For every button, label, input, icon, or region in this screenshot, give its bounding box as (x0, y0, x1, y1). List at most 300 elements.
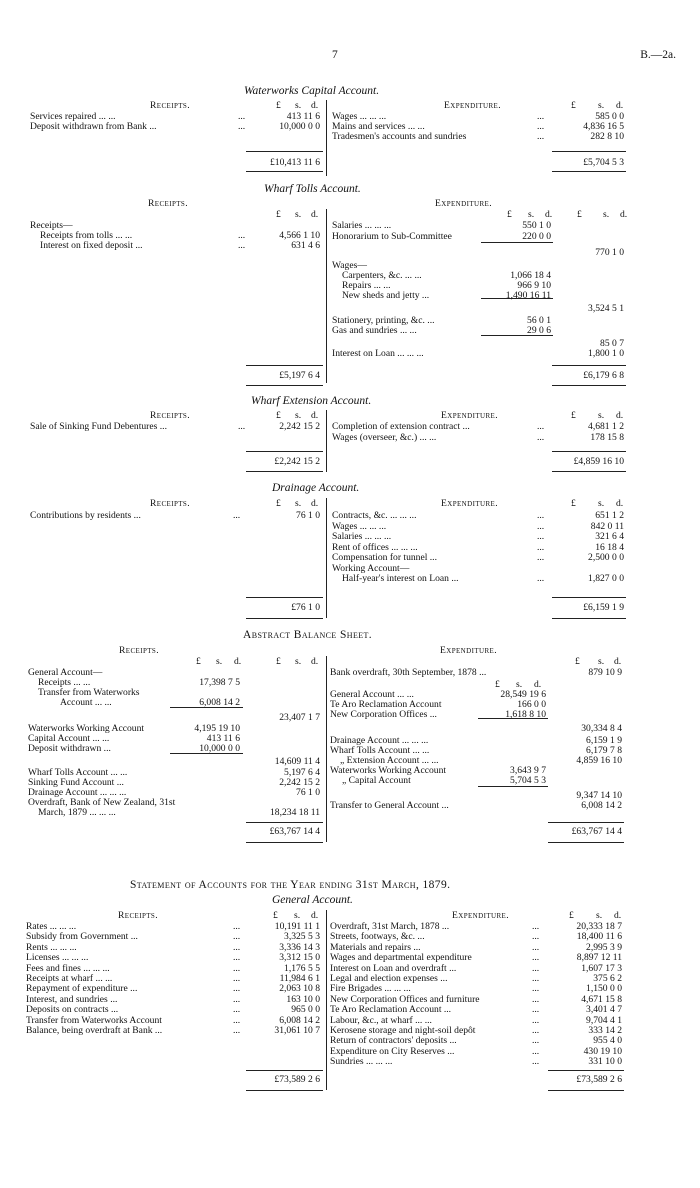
text: ... (233, 962, 241, 974)
amount: 1,827 0 0 (588, 573, 624, 584)
rule (481, 242, 553, 243)
rule (246, 151, 323, 152)
expenditure-heading: Expenditure. (452, 910, 510, 921)
receipt-label: Receipts from tolls ... ... (40, 230, 133, 241)
expenditure-label: Drainage Account ... ... ... (330, 735, 429, 746)
text: ... (233, 952, 241, 964)
text: £ (276, 209, 281, 220)
receipt-label: Services repaired ... ... (30, 111, 116, 122)
receipt-label: Rates ... ... ... (26, 921, 77, 932)
amount: 5,704 5 3 (510, 775, 546, 786)
text: ... (537, 432, 545, 443)
text: d. (311, 100, 319, 111)
amount: 842 0 11 (590, 520, 624, 532)
amount: 1,150 0 0 (586, 983, 622, 995)
rule (246, 171, 323, 172)
expenditure-label: Expenditure on City Reserves ... (330, 1045, 455, 1057)
amount: 10,000 0 0 (199, 743, 240, 754)
text: ... (238, 121, 246, 132)
text: ... (233, 1014, 241, 1026)
amount: 8,897 12 11 (576, 952, 622, 964)
amount: 2,242 15 2 (279, 421, 320, 432)
expenditure-label: Fire Brigades ... ... ... (330, 983, 411, 995)
receipt-label: Balance, being overdraft at Bank ... (26, 1025, 163, 1036)
text: s. (295, 410, 302, 421)
column-divider (326, 656, 327, 842)
rule (552, 597, 626, 598)
amount: 6,008 14 2 (581, 800, 622, 811)
expenditure-total: £63,767 14 4 (571, 826, 622, 837)
text: d. (616, 410, 624, 421)
expenditure-label: Kerosene storage and night-soil depôt (330, 1025, 476, 1036)
amount: 4,195 19 10 (194, 723, 240, 734)
text: £ (571, 410, 576, 421)
text: ... (532, 983, 540, 995)
rule (548, 842, 624, 843)
text: ... (537, 421, 545, 432)
expenditure-label: Interest on Loan ... ... ... (332, 348, 424, 359)
section-title: Abstract Balance Sheet. (243, 629, 373, 641)
amount: 6,159 1 9 (586, 735, 622, 746)
text: ... (532, 962, 540, 974)
expenditure-label: Salaries ... ... ... (332, 531, 392, 542)
expenditure-label: „ Capital Account (342, 775, 411, 786)
text: ... (537, 131, 545, 142)
amount: 3,401 4 7 (586, 1004, 622, 1016)
text: s. (598, 100, 605, 111)
amount: 321 6 4 (595, 531, 624, 542)
expenditure-heading: Expenditure. (440, 645, 498, 656)
receipt-label: Contributions by residents ... (30, 510, 141, 521)
rule (246, 618, 323, 619)
amount: 879 10 9 (588, 667, 622, 678)
expenditure-label: Mains and services ... ... (332, 121, 425, 132)
amount: 20,333 18 7 (576, 921, 622, 932)
receipt-label: Receipts— (30, 220, 73, 231)
text: d. (616, 100, 624, 111)
expenditure-total: £73,589 2 6 (576, 1074, 622, 1085)
amount: 4,671 15 8 (581, 993, 622, 1005)
amount: 76 1 0 (296, 510, 320, 521)
rule (552, 385, 626, 386)
receipt-label: Sale of Sinking Fund Debentures ... (30, 421, 167, 432)
text: s. (596, 910, 603, 921)
text: £ (571, 498, 576, 509)
amount: 1,490 16 11 (505, 290, 551, 301)
text: s. (598, 498, 605, 509)
text: d. (311, 910, 319, 921)
expenditure-label: Tradesmen's accounts and sundries (332, 131, 467, 142)
text: ... (537, 121, 545, 132)
rule (481, 298, 553, 299)
text: £ (273, 910, 278, 921)
receipt-label: Fees and fines ... ... ... (26, 962, 110, 974)
receipt-label: Receipts ... ... (38, 677, 91, 688)
expenditure-label: „ Extension Account ... ... (340, 755, 439, 766)
rule (246, 451, 323, 452)
amount: 4,566 1 10 (279, 230, 320, 241)
text: ... (532, 973, 540, 984)
amount: 375 6 2 (593, 973, 622, 984)
text: s. (295, 656, 302, 667)
rule (548, 1070, 624, 1071)
amount: 631 4 6 (291, 240, 320, 251)
text: ... (233, 510, 241, 521)
section-title: Waterworks Capital Account. (244, 85, 380, 97)
text: ... (537, 541, 545, 553)
text: £ (276, 498, 281, 509)
column-divider (326, 498, 327, 618)
amount: 18,400 11 6 (576, 931, 622, 943)
text: ... (233, 993, 241, 1005)
text: ... (537, 573, 545, 584)
rule (246, 1090, 323, 1091)
expenditure-heading: Expenditure. (435, 198, 493, 209)
amount: 30,334 8 4 (581, 723, 622, 734)
amount: 1,176 5 5 (284, 962, 320, 974)
amount: 4,859 16 10 (576, 755, 622, 766)
rule (552, 151, 626, 152)
amount: 2,063 10 8 (279, 983, 320, 995)
rule (552, 451, 626, 452)
receipt-label: Capital Account ... ... (28, 733, 110, 744)
expenditure-label: Wages— (332, 260, 367, 271)
text: £ (196, 656, 201, 667)
text: s. (295, 209, 302, 220)
amount: 2,500 0 0 (588, 552, 624, 563)
text: d. (620, 209, 628, 220)
receipt-label: Licenses ... ... ... (26, 952, 89, 964)
amount: 4,681 1 2 (588, 421, 624, 432)
amount: 16 18 4 (595, 541, 624, 553)
amount: 6,008 14 2 (279, 1014, 320, 1026)
rule (246, 365, 323, 366)
rule (170, 707, 243, 708)
receipts-heading: Receipts. (150, 100, 191, 111)
rule (478, 718, 548, 719)
expenditure-label: Working Account— (332, 562, 410, 574)
text: ... (532, 1014, 540, 1026)
expenditure-label: Wages ... ... ... (332, 520, 387, 532)
receipts-total: £10,413 11 6 (269, 157, 320, 168)
amount: 1,618 8 10 (505, 709, 546, 720)
amount: 28,549 19 6 (500, 689, 546, 700)
text: ... (233, 973, 241, 984)
receipt-label: Sinking Fund Account ... (28, 777, 124, 788)
receipt-label: Deposits on contracts ... (26, 1004, 119, 1016)
text: d. (311, 656, 319, 667)
text: ... (532, 952, 540, 964)
column-divider (326, 410, 327, 472)
receipts-total: £73,589 2 6 (274, 1074, 320, 1085)
text: ... (537, 531, 545, 542)
amount: 3,325 5 3 (284, 931, 320, 943)
receipt-label: Waterworks Working Account (28, 723, 145, 734)
expenditure-label: Wharf Tolls Account ... ... (330, 745, 430, 756)
expenditure-label: Te Aro Reclamation Account ... (330, 1004, 452, 1016)
section-title: Wharf Tolls Account. (264, 183, 361, 195)
text: ... (532, 1035, 540, 1047)
amount: 331 10 0 (588, 1056, 622, 1068)
text: s. (216, 656, 223, 667)
rule (246, 385, 323, 386)
text: d. (534, 679, 542, 690)
expenditure-heading: Expenditure. (441, 410, 499, 421)
amount: 29 0 6 (527, 325, 551, 336)
text: ... (532, 993, 540, 1005)
rule (170, 753, 243, 754)
receipt-label: Account ... ... (60, 697, 112, 708)
amount: 6,008 14 2 (199, 697, 240, 708)
expenditure-label: New Corporation Offices and furniture (330, 993, 480, 1005)
amount: 163 10 0 (286, 993, 320, 1005)
text: ... (532, 921, 540, 932)
text: £ (495, 679, 500, 690)
text: ... (537, 111, 545, 122)
expenditure-label: Rent of offices ... ... ... (332, 541, 418, 553)
receipts-total: £5,197 6 4 (279, 370, 320, 381)
document-reference: B.—2a. (640, 49, 676, 61)
text: ... (233, 941, 241, 953)
rule (246, 471, 323, 472)
expenditure-label: Interest on Loan and overdraft ... (330, 962, 457, 974)
text: d. (614, 656, 622, 667)
amount: 18,234 18 11 (269, 807, 320, 818)
receipts-total: £2,242 15 2 (274, 456, 320, 467)
text: £ (507, 209, 512, 220)
expenditure-label: Half-year's interest on Loan ... (342, 573, 459, 584)
expenditure-label: Contracts, &c. ... ... ... (332, 510, 417, 521)
rule (552, 618, 626, 619)
receipt-label: Deposit withdrawn from Bank ... (30, 121, 157, 132)
expenditure-label: Sundries ... ... ... (330, 1056, 393, 1068)
column-divider (326, 100, 327, 176)
text: ... (233, 1025, 241, 1036)
expenditure-total: £5,704 5 3 (583, 157, 624, 168)
text: ... (238, 240, 246, 251)
receipts-heading: Receipts. (119, 645, 160, 656)
receipt-label: Drainage Account ... ... ... (28, 787, 127, 798)
receipts-total: £63,767 14 4 (269, 826, 320, 837)
amount: 413 11 6 (206, 733, 240, 744)
amount: 23,407 1 7 (279, 712, 320, 723)
amount: 3,312 15 0 (279, 952, 320, 964)
expenditure-label: New Corporation Offices ... (330, 709, 437, 720)
text: s. (294, 910, 301, 921)
expenditure-label: Compensation for tunnel ... (332, 552, 437, 563)
text: ... (532, 931, 540, 943)
text: s. (528, 209, 535, 220)
amount: 1,800 1 0 (588, 348, 624, 359)
rule (478, 786, 548, 787)
amount: 9,704 4 1 (586, 1014, 622, 1026)
text: d. (311, 410, 319, 421)
rule (552, 471, 626, 472)
text: ... (532, 1056, 540, 1068)
text: d. (545, 209, 553, 220)
rule (548, 1090, 624, 1091)
text: £ (276, 100, 281, 111)
receipts-total: £76 1 0 (291, 602, 320, 613)
amount: 3,524 5 1 (588, 303, 624, 314)
amount: 966 9 10 (517, 280, 551, 291)
amount: 430 19 10 (583, 1045, 622, 1057)
amount: 333 14 2 (588, 1025, 622, 1036)
rule (246, 597, 323, 598)
receipt-label: General Account— (28, 667, 103, 678)
text: s. (598, 656, 605, 667)
section-title: Wharf Extension Account. (251, 395, 372, 407)
amount: 220 0 0 (522, 231, 551, 242)
expenditure-label: Te Aro Reclamation Account (330, 699, 442, 710)
section-title: Drainage Account. (272, 482, 360, 494)
rule (246, 842, 323, 843)
receipt-label: Interest, and sundries ... (26, 993, 118, 1005)
expenditure-label: Bank overdraft, 30th September, 1878 ... (330, 667, 487, 678)
text: £ (276, 410, 281, 421)
amount: 56 0 1 (527, 315, 551, 326)
expenditure-label: Gas and sundries ... ... (332, 325, 417, 336)
text: d. (616, 498, 624, 509)
amount: 1,066 18 4 (510, 270, 551, 281)
text: ... (233, 983, 241, 995)
receipt-label: Overdraft, Bank of New Zealand, 31st (28, 797, 176, 808)
text: £ (569, 910, 574, 921)
text: ... (238, 230, 246, 241)
text: ... (532, 1025, 540, 1036)
receipt-label: Rents ... ... ... (26, 941, 77, 953)
text: s. (295, 100, 302, 111)
text: ... (532, 1004, 540, 1016)
receipts-heading: Receipts. (148, 198, 189, 209)
expenditure-label: Return of contractors' deposits ... (330, 1035, 457, 1047)
expenditure-label: Completion of extension contract ... (332, 421, 470, 432)
amount: 10,000 0 0 (279, 121, 320, 132)
text: d. (234, 656, 242, 667)
text: ... (532, 1045, 540, 1057)
expenditure-label: Waterworks Working Account (330, 765, 447, 776)
text: d. (311, 209, 319, 220)
amount: 770 1 0 (595, 247, 624, 258)
amount: 166 0 0 (517, 699, 546, 710)
expenditure-label: Stationery, printing, &c. ... (332, 315, 435, 326)
expenditure-label: New sheds and jetty ... (342, 290, 430, 301)
amount: 965 0 0 (291, 1004, 320, 1016)
text: d. (311, 498, 319, 509)
amount: 85 0 7 (600, 338, 624, 349)
text: £ (276, 656, 281, 667)
expenditure-label: Carpenters, &c. ... ... (342, 270, 422, 281)
receipt-label: Repayment of expenditure ... (26, 983, 138, 995)
expenditure-label: Overdraft, 31st March, 1878 ... (330, 921, 450, 932)
receipts-heading: Receipts. (150, 498, 191, 509)
text: s. (516, 679, 523, 690)
receipt-label: Subsidy from Government ... (26, 931, 138, 943)
expenditure-label: Wages (overseer, &c.) ... ... (332, 432, 437, 443)
text: ... (537, 520, 545, 532)
expenditure-label: Transfer to General Account ... (330, 800, 449, 811)
text: s. (598, 410, 605, 421)
receipt-label: Wharf Tolls Account ... ... (28, 767, 128, 778)
amount: 282 8 10 (590, 131, 624, 142)
amount: 2,995 3 9 (586, 941, 622, 953)
amount: 651 1 2 (595, 510, 624, 521)
rule (481, 335, 553, 336)
amount: 4,836 16 5 (583, 121, 624, 132)
text: £ (571, 100, 576, 111)
expenditure-label: Honorarium to Sub-Committee (332, 231, 452, 242)
expenditure-label: Wages and departmental expenditure (330, 952, 472, 964)
expenditure-label: Legal and election expenses ... (330, 973, 448, 984)
text: s. (603, 209, 610, 220)
amount: 585 0 0 (595, 111, 624, 122)
amount: 3,336 14 3 (279, 941, 320, 953)
expenditure-heading: Expenditure. (444, 100, 502, 111)
receipt-label: Deposit withdrawn ... (28, 743, 111, 754)
amount: 5,197 6 4 (284, 767, 320, 778)
amount: 9,347 14 10 (576, 790, 622, 801)
rule (246, 822, 323, 823)
expenditure-total: £4,859 16 10 (573, 456, 624, 467)
amount: 2,242 15 2 (279, 777, 320, 788)
amount: 955 4 0 (593, 1035, 622, 1047)
text: ... (233, 1004, 241, 1016)
text: d. (614, 910, 622, 921)
expenditure-total: £6,159 1 9 (583, 602, 624, 613)
amount: 1,607 17 3 (581, 962, 622, 974)
statement-title: Statement of Accounts for the Year ending 31st March, 1879. (130, 879, 451, 891)
expenditure-label: Wages ... ... ... (332, 111, 387, 122)
text: ... (233, 931, 241, 943)
expenditure-label: Salaries ... ... ... (332, 220, 392, 231)
column-divider (326, 209, 327, 383)
text: ... (532, 941, 540, 953)
receipts-heading: Receipts. (118, 910, 159, 921)
text: £ (577, 209, 582, 220)
text: ... (537, 510, 545, 521)
text: ... (233, 921, 241, 932)
rule (246, 1070, 323, 1071)
amount: 14,609 11 4 (274, 756, 320, 767)
expenditure-label: Streets, footways, &c. ... (330, 931, 425, 943)
text: ... (238, 421, 246, 432)
expenditure-label: Repairs ... ... (342, 280, 391, 291)
amount: 11,984 6 1 (279, 973, 320, 984)
receipt-label: Transfer from Waterworks Account (26, 1014, 162, 1026)
receipts-heading: Receipts. (150, 410, 191, 421)
expenditure-label: Labour, &c., at wharf ... ... (330, 1014, 432, 1026)
text: ... (238, 111, 246, 122)
amount: 178 15 8 (590, 432, 624, 443)
amount: 76 1 0 (296, 787, 320, 798)
expenditure-label: General Account ... ... (330, 689, 414, 700)
amount: 10,191 11 1 (274, 921, 320, 932)
amount: 17,398 7 5 (199, 677, 240, 688)
amount: 550 1 0 (522, 220, 551, 231)
rule (548, 822, 624, 823)
column-divider (326, 910, 327, 1090)
expenditure-label: Materials and repairs ... (330, 941, 421, 953)
expenditure-total: £6,179 6 8 (583, 370, 624, 381)
text: £ (575, 656, 580, 667)
text: s. (295, 498, 302, 509)
text: ... (537, 552, 545, 563)
rule (552, 171, 626, 172)
page-number: 7 (332, 49, 338, 61)
section-title: General Account. (272, 894, 353, 906)
receipt-label: Interest on fixed deposit ... (40, 240, 143, 251)
receipt-label: March, 1879 ... ... ... (38, 807, 116, 818)
